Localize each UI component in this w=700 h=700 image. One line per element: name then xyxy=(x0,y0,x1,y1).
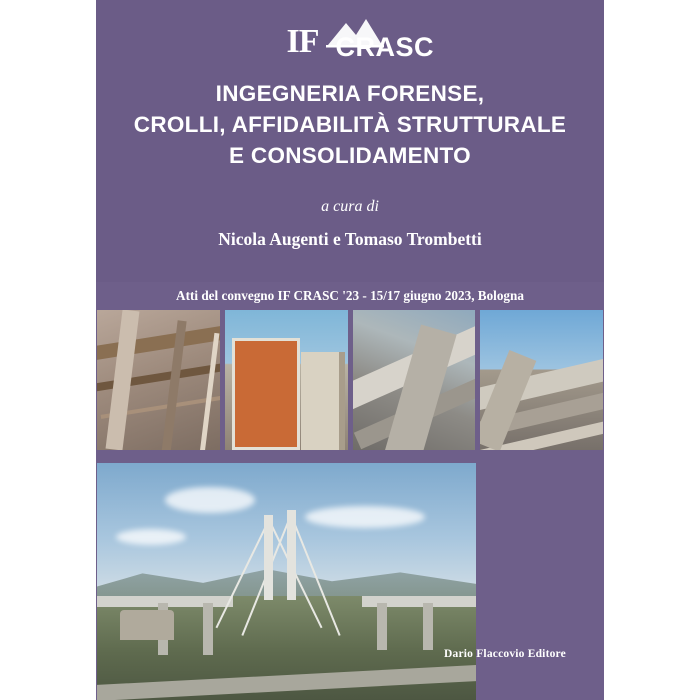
editors-intro: a cura di xyxy=(321,198,379,215)
bridge-pier xyxy=(423,603,433,650)
editors-names: Nicola Augenti e Tomaso Trombetti xyxy=(218,229,482,249)
bridge-pier xyxy=(203,603,213,655)
industrial-building xyxy=(120,610,174,640)
logo-wordmark: CRASC xyxy=(335,32,435,62)
logo-block xyxy=(96,12,604,64)
page-title xyxy=(110,78,590,171)
mountain-silhouette-logo-icon xyxy=(322,15,435,62)
bridge-pylon xyxy=(287,510,296,600)
photo-collapsed-concrete-slab xyxy=(353,310,476,450)
title-line-1: INGEGNERIA FORENSE, xyxy=(215,81,485,106)
photo-collapsed-bridge xyxy=(97,463,476,700)
photo-orange-building-facade xyxy=(225,310,348,450)
cloud xyxy=(305,506,425,528)
photo-timber-collapse-interior xyxy=(97,310,220,450)
if-crasc-logo xyxy=(286,15,435,62)
photo-pancaked-slabs xyxy=(480,310,603,450)
title-line-3: E CONSOLIDAMENTO xyxy=(229,143,471,168)
editors-block xyxy=(110,198,590,250)
photo-strip xyxy=(97,310,603,450)
cloud xyxy=(165,487,255,513)
logo-prefix: IF xyxy=(286,23,319,60)
bridge-pier xyxy=(377,603,387,650)
proceedings-line: Atti del convegno IF CRASC '23 - 15/17 giugno 2023, Bologna xyxy=(176,288,524,303)
bridge-pylon xyxy=(264,515,273,600)
publisher-name: Dario Flaccovio Editore xyxy=(444,648,566,660)
title-line-2: CROLLI, AFFIDABILITÀ STRUTTURALE xyxy=(133,112,567,137)
